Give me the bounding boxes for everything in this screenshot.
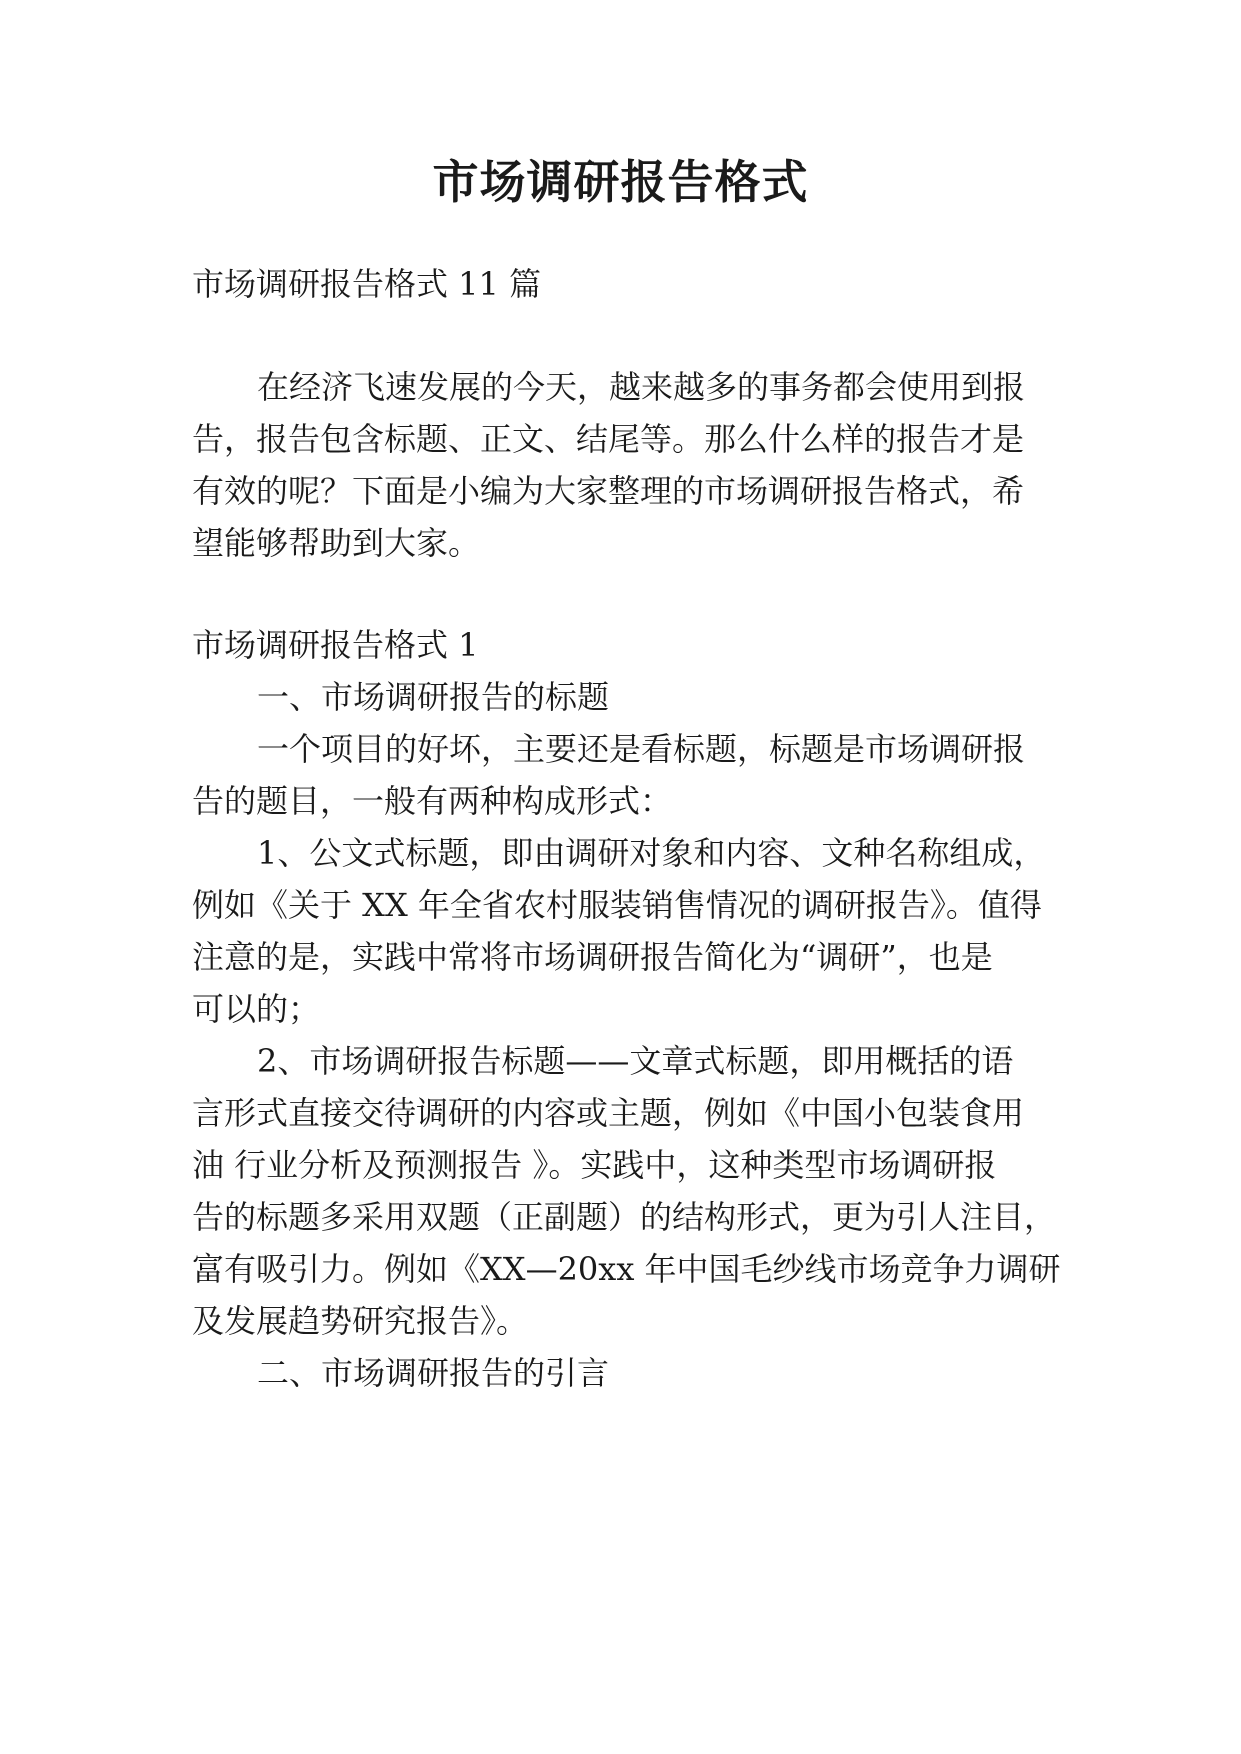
para2-line-3: 注意的是，实践中常将市场调研报告简化为“调研”，也是 — [192, 938, 993, 976]
section-heading: 市场调研报告格式 1 — [192, 626, 479, 664]
para3-line-6: 及发展趋势研究报告》。 — [192, 1302, 529, 1340]
part2-heading: 二、市场调研报告的引言 — [257, 1354, 610, 1392]
para2-line-2: 例如《关于 XX 年全省农村服装销售情况的调研报告》。值得 — [192, 886, 1042, 924]
para3-line-2: 言形式直接交待调研的内容或主题，例如《中国小包装食用 — [192, 1094, 1025, 1132]
para2-line-4: 可以的； — [192, 990, 321, 1028]
document-subtitle: 市场调研报告格式 11 篇 — [192, 265, 542, 303]
intro-line-1: 在经济飞速发展的今天，越来越多的事务都会使用到报 — [257, 368, 1026, 406]
para1-line-2: 告的题目，一般有两种构成形式： — [192, 782, 673, 820]
para3-line-1: 2、市场调研报告标题——文章式标题，即用概括的语 — [257, 1042, 1014, 1080]
part1-heading: 一、市场调研报告的标题 — [257, 678, 610, 716]
para2-line-1: 1、公文式标题，即由调研对象和内容、文种名称组成， — [257, 834, 1046, 872]
intro-line-4: 望能够帮助到大家。 — [192, 524, 481, 562]
intro-line-2: 告，报告包含标题、正文、结尾等。那么什么样的报告才是 — [192, 420, 1025, 458]
para3-line-3: 油 行业分析及预测报告 》。实践中，这种类型市场调研报 — [192, 1146, 997, 1184]
para3-line-5: 富有吸引力。例如《XX—20xx 年中国毛纱线市场竞争力调研 — [192, 1250, 1061, 1288]
para3-line-4: 告的标题多采用双题（正副题）的结构形式，更为引人注目， — [192, 1198, 1057, 1236]
intro-line-3: 有效的呢？下面是小编为大家整理的市场调研报告格式，希 — [192, 472, 1025, 510]
para1-line-1: 一个项目的好坏，主要还是看标题，标题是市场调研报 — [257, 730, 1026, 768]
document-title: 市场调研报告格式 — [432, 155, 809, 209]
